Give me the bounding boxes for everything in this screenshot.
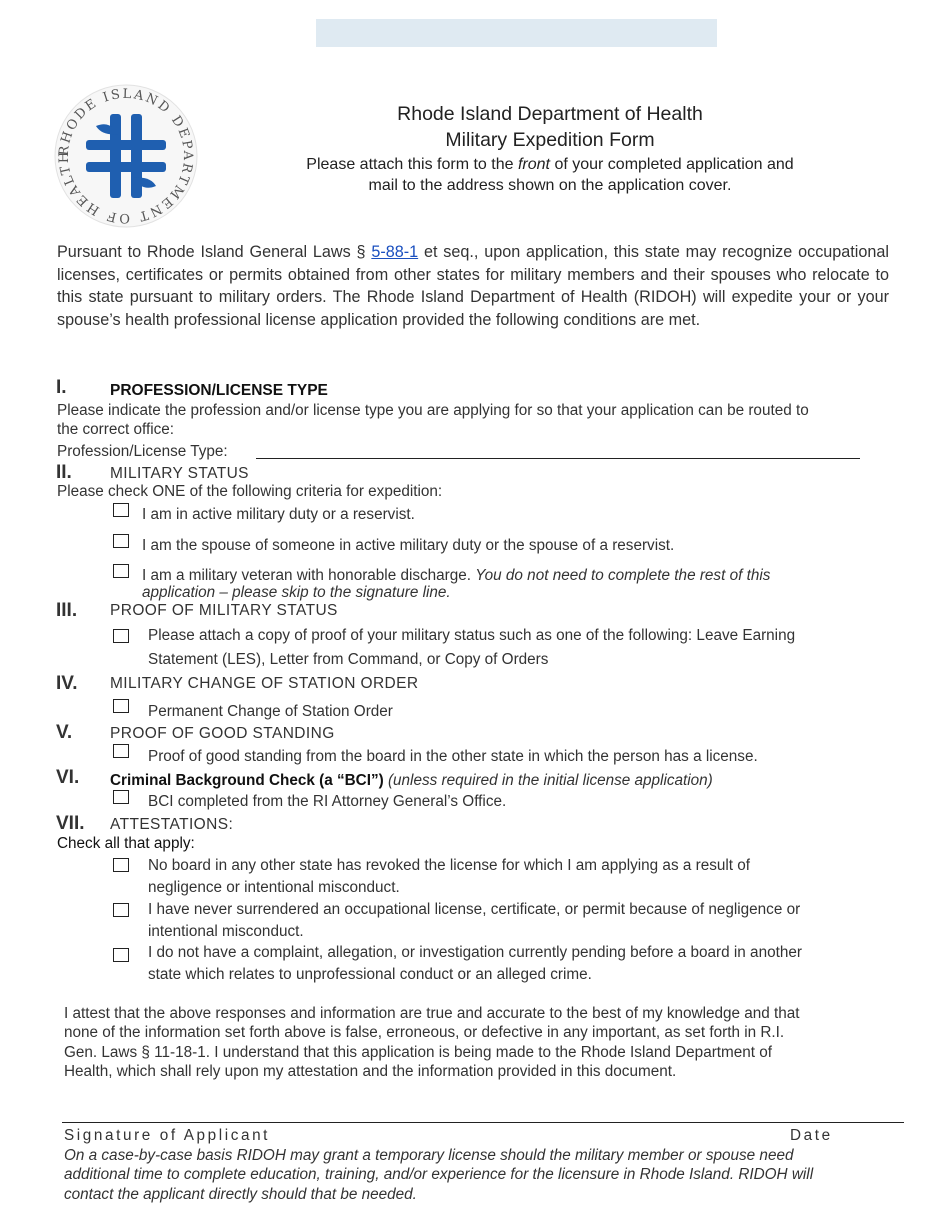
no-complaint-checkbox[interactable] [113, 948, 129, 962]
no-complaint-label: I do not have a complaint, allegation, or investigation currently pending before a board in another state which relates to unprofessional conduct or an alleged crime. [148, 944, 802, 983]
proof-status-checkbox[interactable] [113, 629, 129, 643]
no-revocation-label: No board in any other state has revoked the license for which I am applying as a result of negligence or intentional misconduct. [148, 857, 751, 896]
form-title: Military Expedition Form [445, 129, 655, 151]
section-2-number: II. [56, 462, 72, 483]
section-4-number: IV. [56, 673, 78, 694]
section-3-title: PROOF OF MILITARY STATUS [110, 602, 338, 619]
good-standing-checkbox[interactable] [113, 744, 129, 758]
section-3-number: III. [56, 600, 78, 621]
section-6-title: Criminal Background Check (a “BCI”) (unless required in the initial license application) [110, 772, 713, 789]
header-bar [316, 19, 717, 47]
section-2-desc: Please check ONE of the following criteria for expedition: [57, 483, 443, 500]
section-1-title: PROFESSION/LICENSE TYPE [110, 382, 328, 399]
section-5-number: V. [56, 722, 73, 743]
profession-input-line[interactable] [256, 458, 860, 459]
bci-label: BCI completed from the RI Attorney General’s Office. [148, 793, 507, 810]
pcs-order-checkbox[interactable] [113, 699, 129, 713]
profession-field-label: Profession/License Type: [57, 443, 228, 460]
intro-paragraph: Pursuant to Rhode Island General Laws § 5-88-1 et seq., upon application, this state may recognize occupational licenses, certificates or permits obtained from other states for military members and their spouses who relocate to this state pursuant to military orders. The Rhode Island Department of Health (RIDOH) will expedite your or your spouse’s health professional license application provided the following conditions are met. [57, 243, 889, 329]
active-duty-label: I am in active military duty or a reservist. [142, 506, 415, 523]
temporary-license-note: On a case-by-case basis RIDOH may grant a temporary license should the military member or spouse need additional time to complete education, training, and/or experience for the licensure in Rhode Island. RIDOH will contact the applicant directly should that be needed. [64, 1147, 814, 1203]
ridoh-seal-logo [52, 82, 200, 230]
no-surrender-checkbox[interactable] [113, 903, 129, 917]
form-instructions: Please attach this form to the front of your completed application and mail to the address shown on the application cover. [306, 156, 794, 194]
section-2-title: MILITARY STATUS [110, 465, 249, 482]
attestation-statement: I attest that the above responses and information are true and accurate to the best of my knowledge and that none of the information set forth above is false, erroneous, or defective in any important, as set forth in R.I. Gen. Laws § 11-18-1. I understand that this application is being made to the Rhode Island Department of Health, which shall rely upon my attestation and the information provided in this document. [64, 1005, 800, 1080]
bci-checkbox[interactable] [113, 790, 129, 804]
section-7-number: VII. [56, 813, 85, 834]
section-7-title: ATTESTATIONS: [110, 816, 234, 833]
signature-label: Signature of Applicant [64, 1127, 271, 1144]
spouse-checkbox[interactable] [113, 534, 129, 548]
spouse-label: I am the spouse of someone in active military duty or the spouse of a reservist. [142, 537, 675, 554]
pcs-order-label: Permanent Change of Station Order [148, 703, 393, 720]
section-5-title: PROOF OF GOOD STANDING [110, 725, 335, 742]
good-standing-label: Proof of good standing from the board in the other state in which the person has a license. [148, 748, 758, 765]
law-link[interactable]: 5-88-1 [371, 243, 419, 261]
veteran-checkbox[interactable] [113, 564, 129, 578]
form-agency-title: Rhode Island Department of Health [397, 103, 703, 125]
section-4-title: MILITARY CHANGE OF STATION ORDER [110, 675, 419, 692]
no-surrender-label: I have never surrendered an occupational license, certificate, or permit because of negligence or intentional misconduct. [148, 901, 801, 940]
veteran-label: I am a military veteran with honorable discharge. You do not need to complete the rest of this application – please skip to the signature line. [142, 567, 771, 601]
section-1-desc: Please indicate the profession and/or license type you are applying for so that your application can be routed to the correct office: [57, 402, 809, 438]
section-6-number: VI. [56, 767, 80, 788]
no-revocation-checkbox[interactable] [113, 858, 129, 872]
seal-ring-text: RHODE ISLAND DEPARTMENT OF HEALTH [56, 86, 196, 226]
section-1-number: I. [56, 377, 67, 398]
signature-line[interactable] [62, 1122, 904, 1123]
date-label: Date [790, 1127, 833, 1144]
proof-status-label: Please attach a copy of proof of your military status such as one of the following: Leave Earning Statement (LES), Letter from Command, or Copy of Orders [148, 627, 796, 668]
active-duty-checkbox[interactable] [113, 503, 129, 517]
section-7-desc: Check all that apply: [57, 835, 195, 852]
